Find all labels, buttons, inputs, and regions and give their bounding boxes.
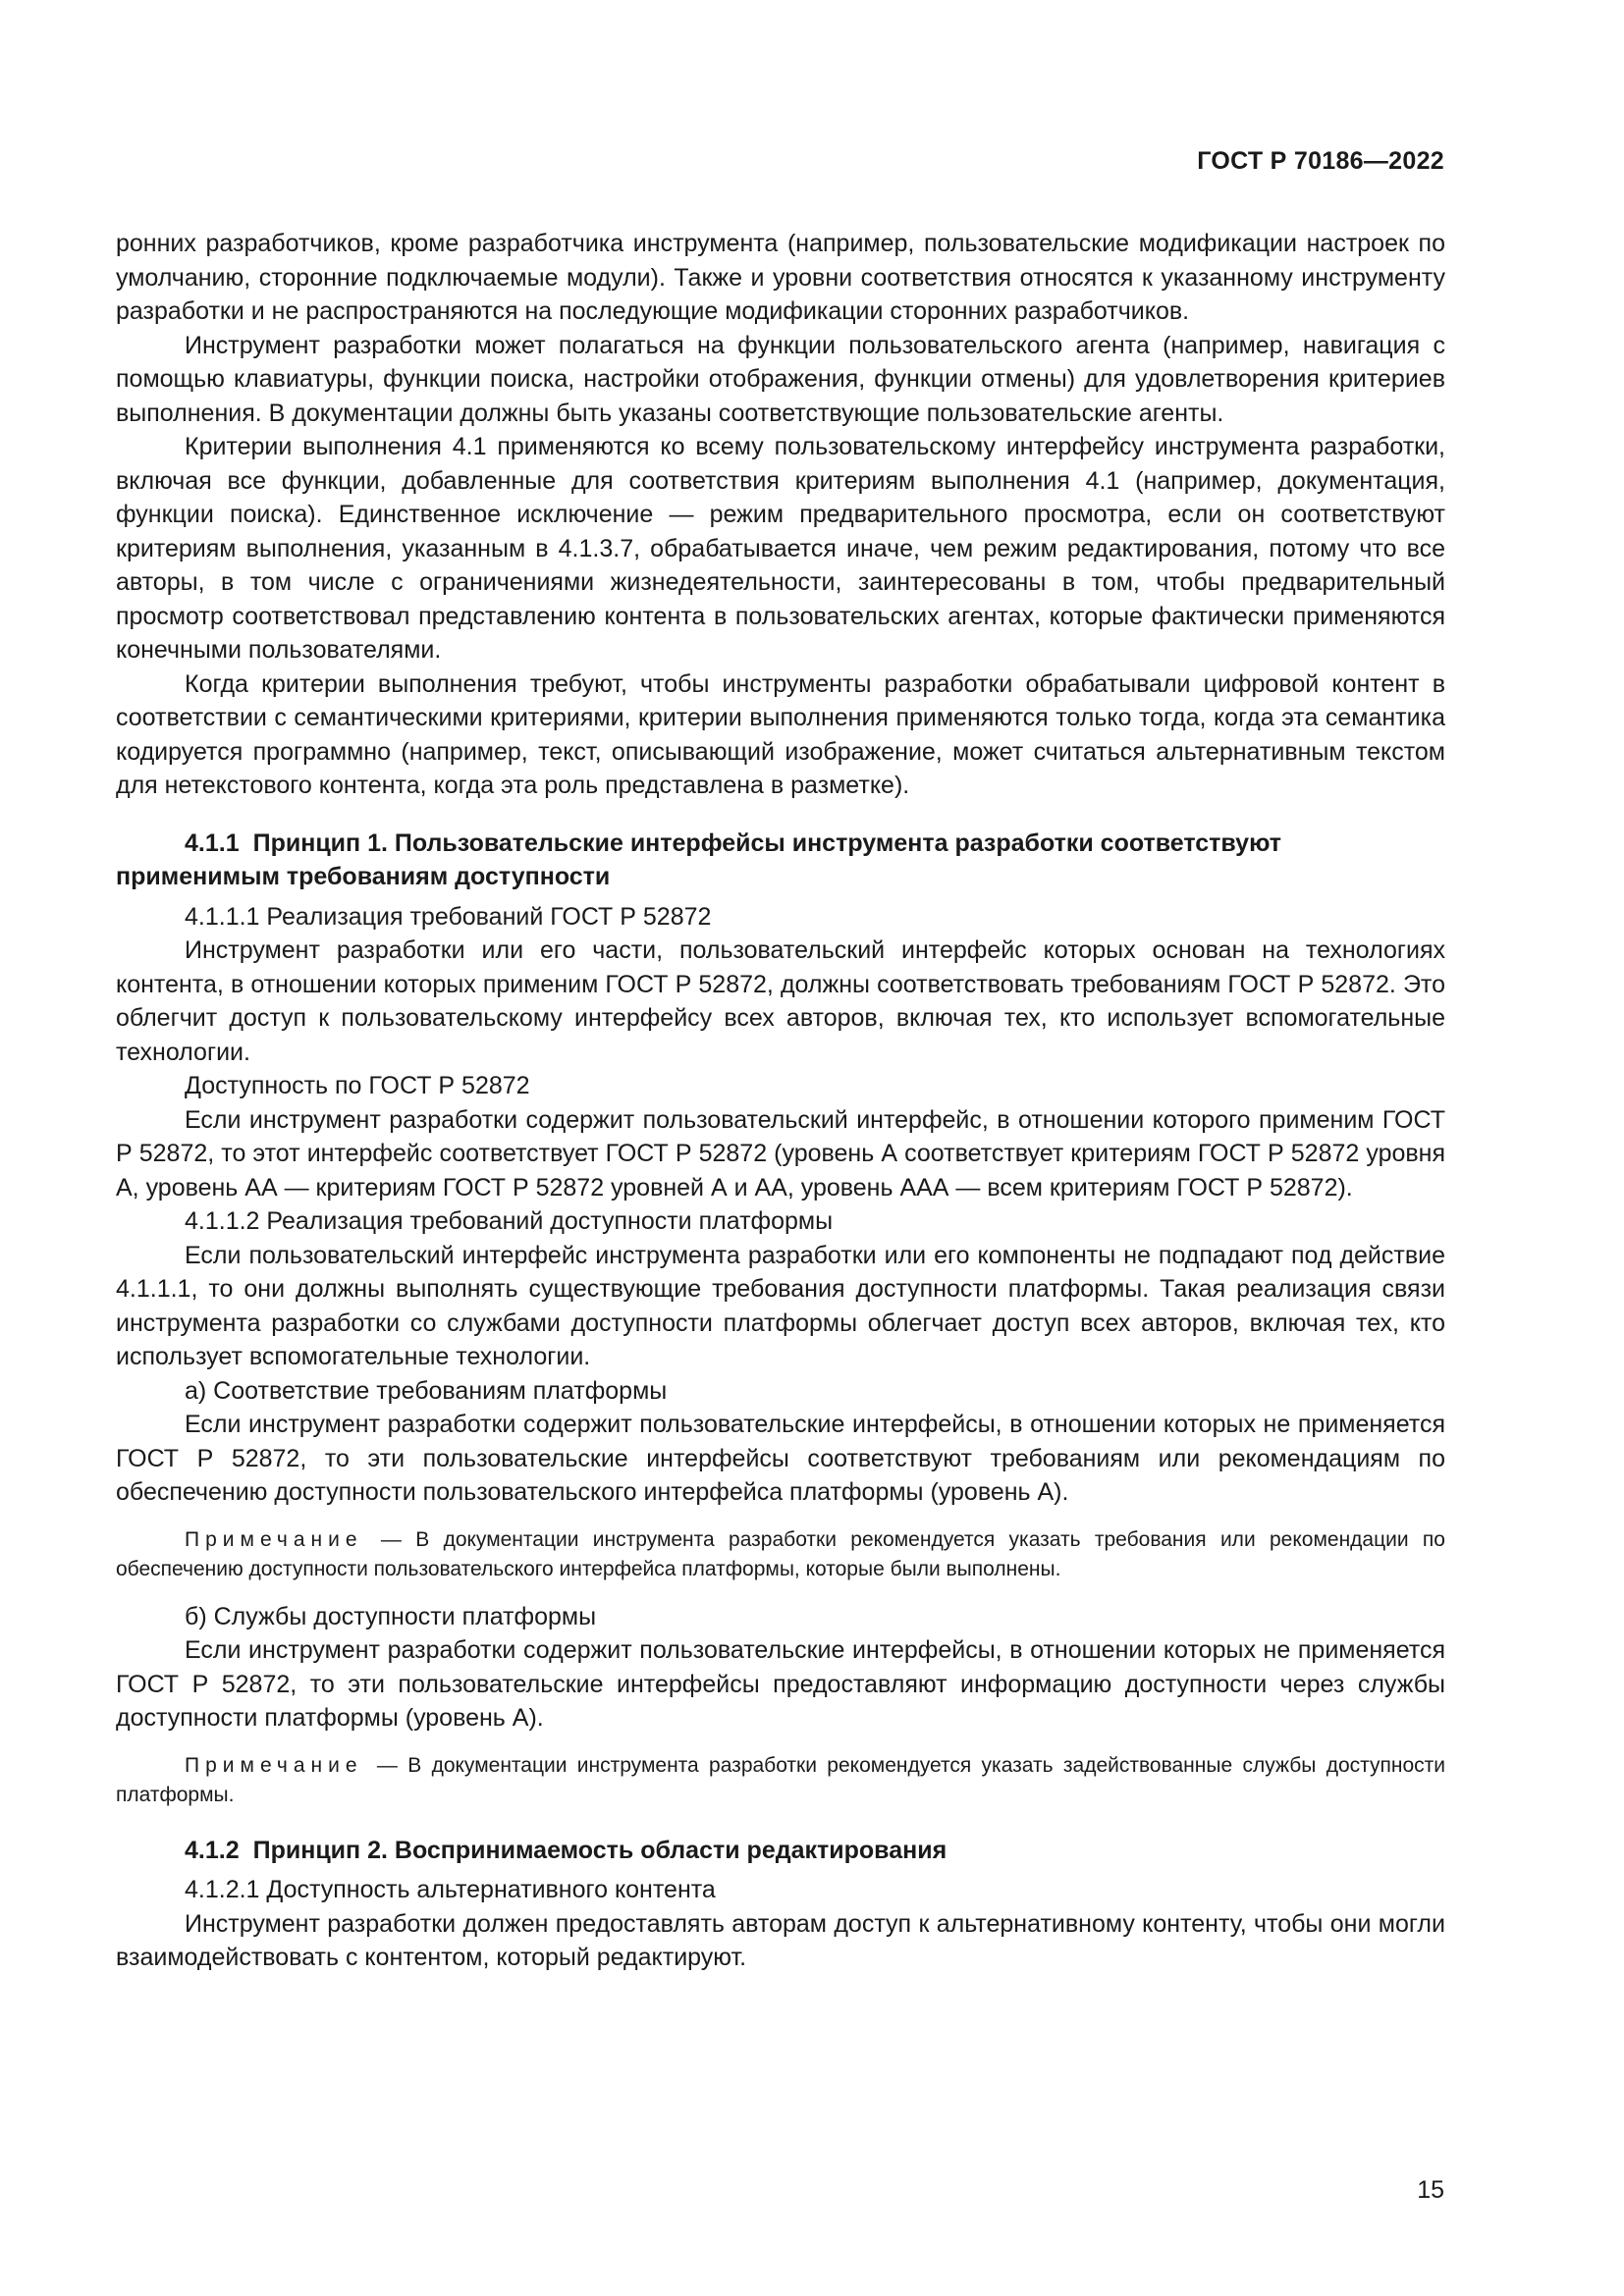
document-body — [116, 227, 1445, 1975]
note — [116, 1525, 1445, 1584]
subsection-title: Доступность по ГОСТ Р 52872 — [185, 1072, 530, 1099]
note-text: — В документации инструмента разработки рекомендуется указать задействованные службы доступности платформы. — [116, 1753, 1445, 1806]
subsection-title: 4.1.1.1 Реализация требований ГОСТ Р 52872 — [185, 902, 712, 931]
paragraph: Если инструмент разработки содержит пользовательские интерфейсы, в отношении которых не применяется ГОСТ Р 52872, то эти пользовательские интерфейсы соответствуют требованиям или рекомендациям по обеспечению доступности пользовательского интерфейса платформы (уровень А). — [116, 1411, 1445, 1506]
paragraph: Критерии выполнения 4.1 применяются ко всему пользовательскому интерфейсу инструмента разработки, включая все функции, добавленные для соответствия критериям выполнения 4.1 (например, документация, функции поиска). Единственное исключение — режим предварительного просмотра, если он соответствуют критериям выполнения, указанным в 4.1.3.7, обрабатывается иначе, чем режим редактирования, потому что все авторы, в том числе с ограничениями жизнедеятельности, заинтересованы в том, чтобы предварительный просмотр соответствовал представлению контента в пользовательских агентах, которые фактически применяются конечными пользователями. — [116, 433, 1445, 664]
list-item-a: а) Соответствие требованиям платформы — [185, 1376, 668, 1405]
paragraph: ронних разработчиков, кроме разработчика инструмента (например, пользовательские модификации настроек по умолчанию, сторонние подключаемые модули). Также и уровни соответствия относятся к указанному инструменту разработки и не распространяются на последующие модификации сторонних разработчиков. — [116, 230, 1445, 325]
paragraph: Инструмент разработки или его части, пользовательский интерфейс которых основан на технологиях контента, в отношении которых применим ГОСТ Р 52872, должны соответствовать требованиям ГОСТ Р 52872. Это облегчит доступ к пользовательскому интерфейсу всех авторов, включая тех, кто использует вспомогательные технологии. — [116, 936, 1445, 1066]
paragraph: Если инструмент разработки содержит пользовательский интерфейс, в отношении которого применим ГОСТ Р 52872, то этот интерфейс соответствует ГОСТ Р 52872 (уровень А соответствует критериям ГОСТ Р 52872 уровня А, уровень АА — критериям ГОСТ Р 52872 уровней А и АА, уровень ААА — всем критериям ГОСТ Р 52872). — [116, 1105, 1445, 1201]
page-number: 15 — [1417, 2176, 1444, 2204]
paragraph: Если пользовательский интерфейс инструмента разработки или его компоненты не подпадают под действие 4.1.1.1, то они должны выполнять существующие требования доступности платформы. Такая реализация связи инструмента разработки со службами доступности платформы облегчает доступ всех авторов, включая тех, кто использует вспомогательные технологии. — [116, 1241, 1445, 1370]
section-number: 4.1.1 — [185, 828, 240, 857]
list-item-b: б) Службы доступности платформы — [185, 1602, 597, 1630]
note-label: Примечание — [185, 1527, 363, 1551]
section-heading-4-1-2 — [116, 1834, 1445, 1868]
paragraph: Инструмент разработки должен предоставлять авторам доступ к альтернативному контенту, чтобы они могли взаимодействовать с контентом, который редактируют. — [116, 1909, 1445, 1971]
paragraph: Инструмент разработки может полагаться на функции пользовательского агента (например, навигация с помощью клавиатуры, функции поиска, настройки отображения, функции отмены) для удовлетворения критериев выполнения. В документации должны быть указаны соответствующие пользовательские агенты. — [116, 331, 1445, 427]
section-number: 4.1.2 — [185, 1836, 240, 1864]
note-text: — В документации инструмента разработки рекомендуется указать требования или рекомендации по обеспечению доступности пользовательского интерфейса платформы, которые были выполнены. — [116, 1527, 1445, 1580]
note — [116, 1751, 1445, 1810]
subsection-title: 4.1.1.2 Реализация требований доступности платформы — [185, 1207, 834, 1235]
section-heading-4-1-1 — [116, 827, 1445, 894]
subsection-title: 4.1.2.1 Доступность альтернативного контента — [185, 1876, 716, 1903]
paragraph: Если инструмент разработки содержит пользовательские интерфейсы, в отношении которых не применяется ГОСТ Р 52872, то эти пользовательские интерфейсы предоставляют информацию доступности через службы доступности платформы (уровень А). — [116, 1636, 1445, 1732]
paragraph: Когда критерии выполнения требуют, чтобы инструменты разработки обрабатывали цифровой контент в соответствии с семантическими критериями, критерии выполнения применяются только тогда, когда эта семантика кодируется программно (например, текст, описывающий изображение, может считаться альтернативным текстом для нетекстового контента, когда эта роль представлена в разметке). — [116, 669, 1445, 799]
section-title: Принцип 1. Пользовательские интерфейсы инструмента разработки соответствуют применимым требованиям доступности — [116, 828, 1282, 890]
section-title: Принцип 2. Воспринимаемость области редактирования — [252, 1836, 947, 1864]
note-label: Примечание — [185, 1753, 363, 1777]
document-header: ГОСТ Р 70186—2022 — [1197, 147, 1444, 175]
